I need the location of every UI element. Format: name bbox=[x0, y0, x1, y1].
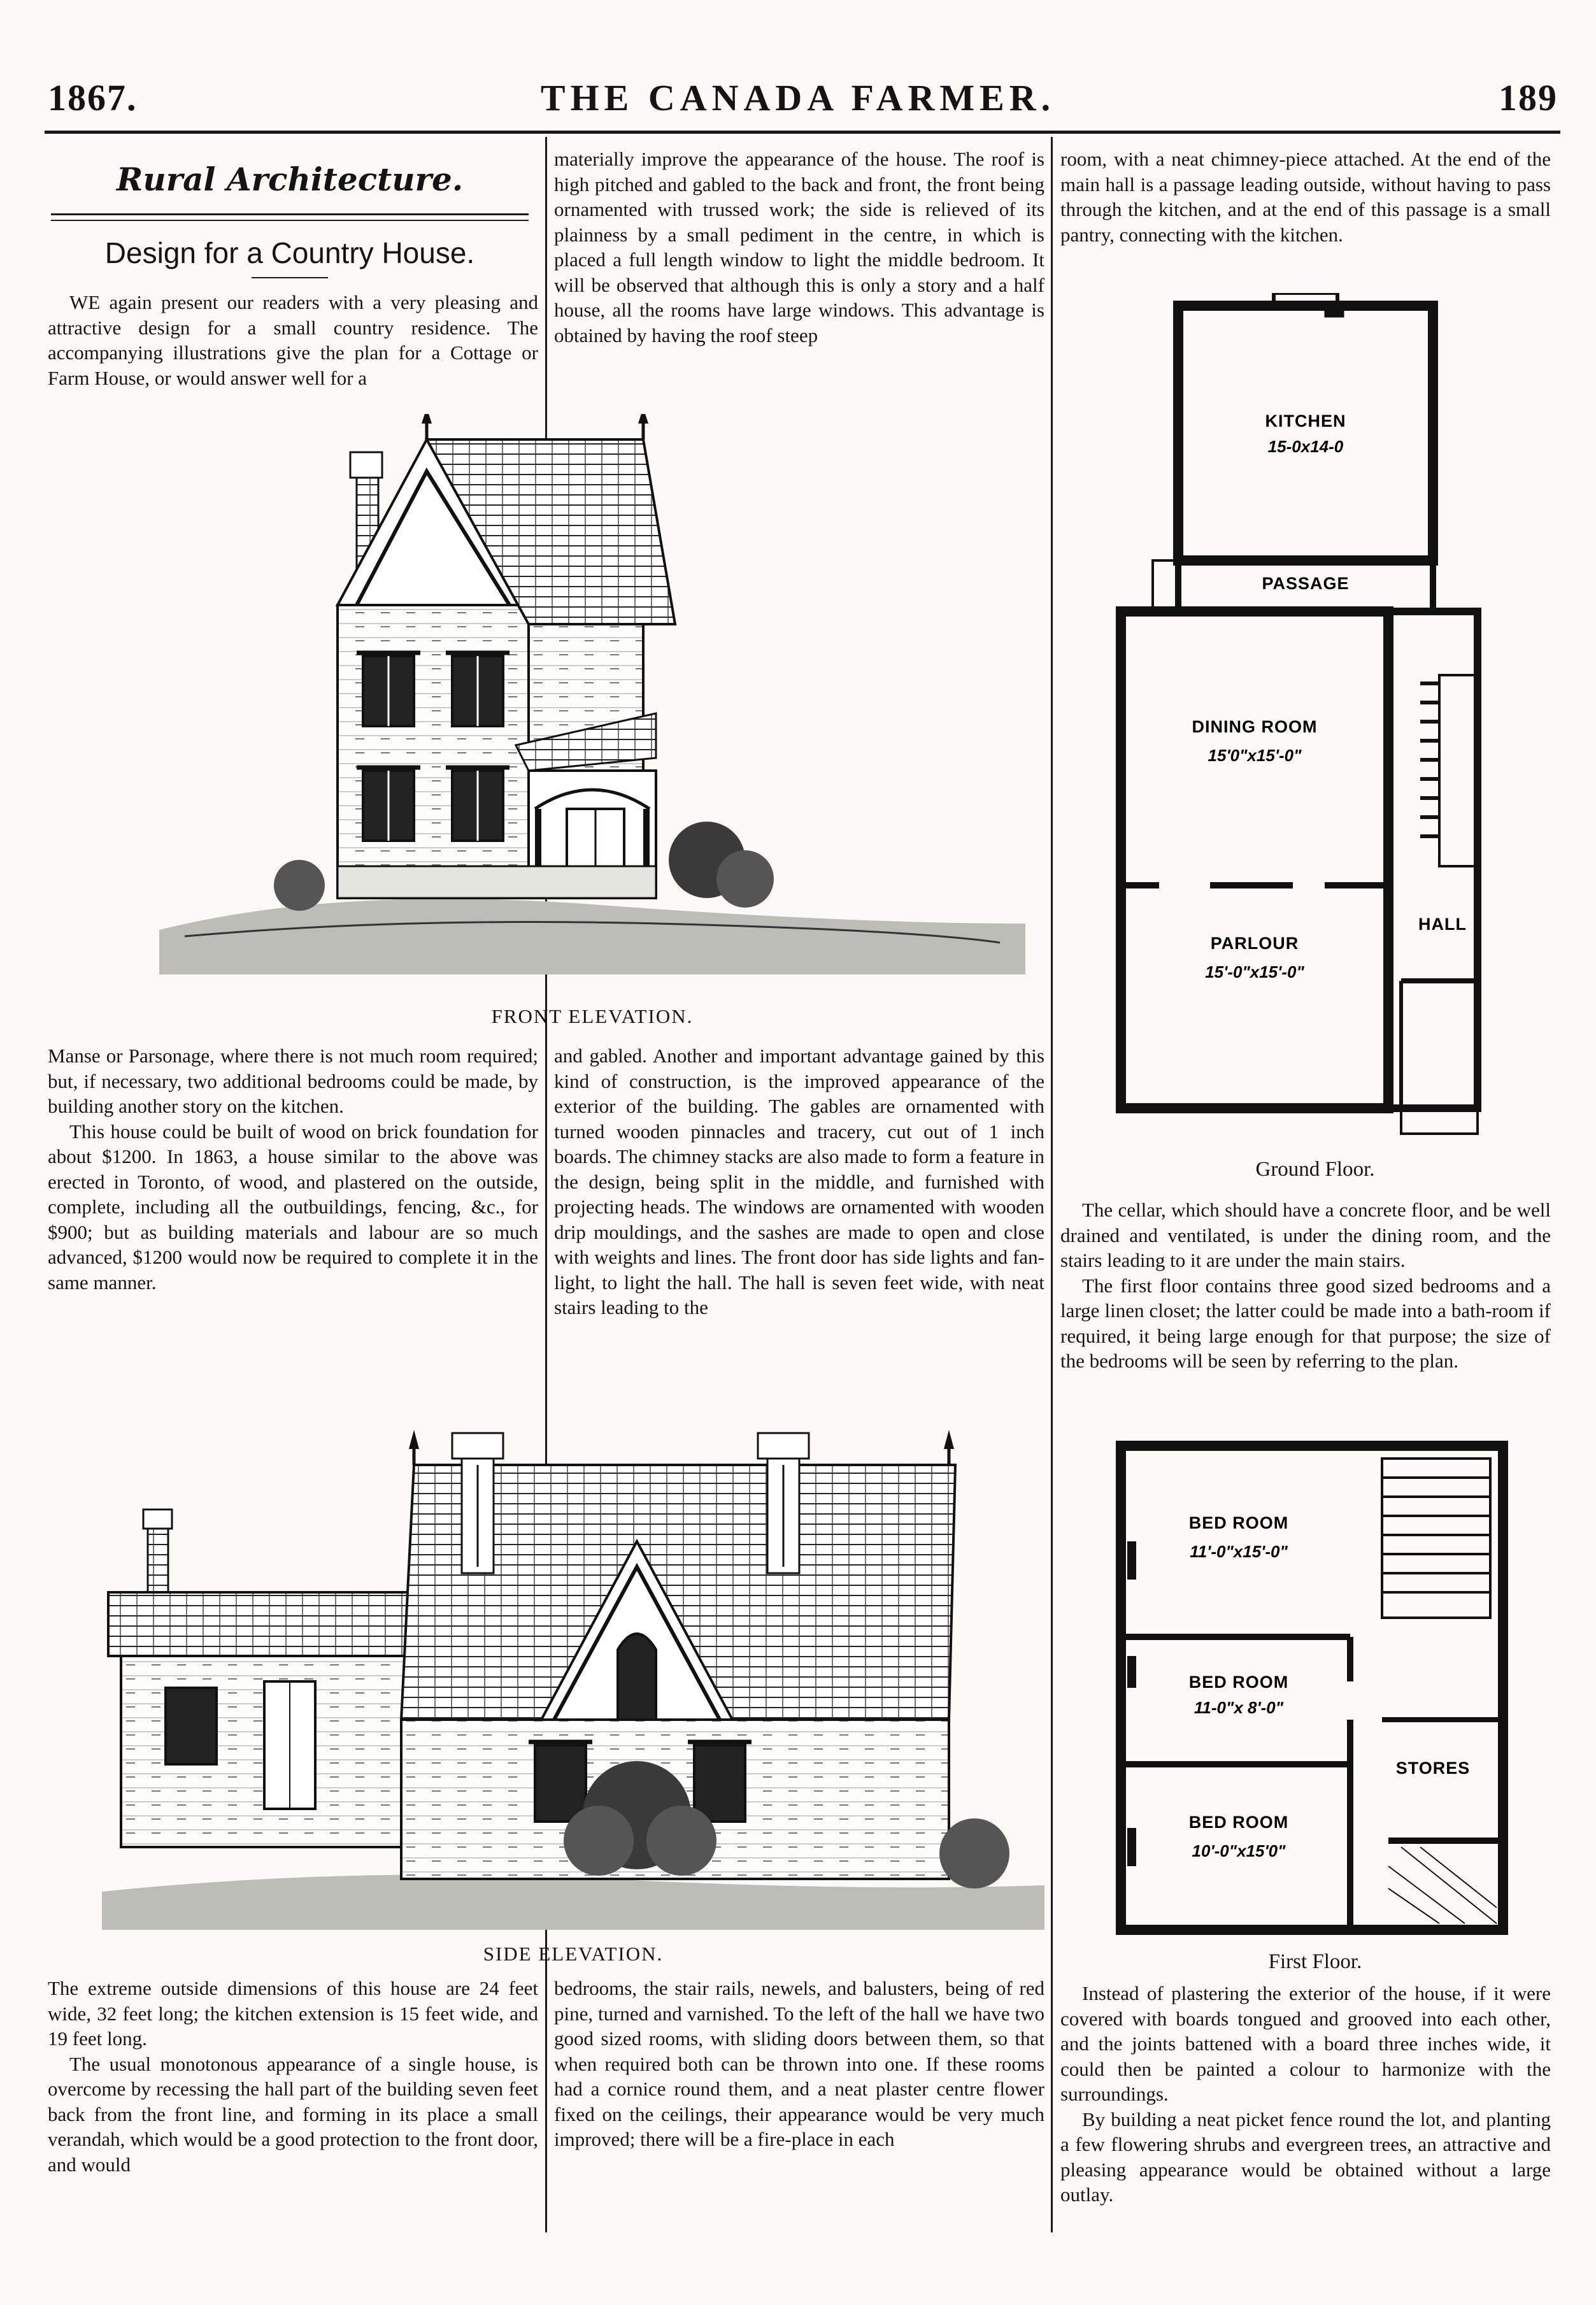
front-elevation-illustration bbox=[146, 414, 1038, 1000]
page-year: 1867. bbox=[48, 77, 138, 118]
col1-middle-para-2: This house could be built of wood on brick foundation for about $1200. In 1863, a house similar to the above was erected in Toronto, of wood, and plastered on the outside, complete, including all the outbuildings, fencing, &c., for $900; but as building materials and labour are so much advanced, $1200 would now be required to complete it in the same manner. bbox=[48, 1120, 538, 1294]
article-title: Design for a Country House. bbox=[104, 236, 475, 269]
plan-bed3-label: BED ROOM bbox=[1188, 1813, 1289, 1832]
col3-bottom-para-2: By building a neat picket fence round the lot, and planting a few flowering shrubs and evergreen trees, an attractive and pleasing appearance would be obtained without a large outlay. bbox=[1060, 2108, 1551, 2206]
title-rule bbox=[252, 277, 328, 278]
section-heading: Rural Architecture. bbox=[116, 161, 464, 198]
heading-rule-2 bbox=[51, 220, 529, 221]
first-floor-plan bbox=[1083, 1433, 1548, 1943]
col3-middle-para-2: The first floor contains three good sized bedrooms and a large linen closet; the latter could be made into a bath-room if required, it being large enough for that purpose; the size of the bedrooms will be seen by referring to the plan. bbox=[1060, 1274, 1551, 1372]
plan-bed2-label: BED ROOM bbox=[1188, 1673, 1289, 1692]
col1-middle bbox=[48, 1043, 538, 1362]
header-rule bbox=[45, 131, 1560, 134]
col1-intro-para: WE again present our readers with a very pleasing and attractive design for a small country residence. The accompanying illustrations give the plan for a Cottage or Farm House, or would answer well for a bbox=[48, 291, 538, 389]
col1-bottom-para-2: The usual monotonous appearance of a single house, is overcome by recessing the hall part of the building seven feet back from the front line, and forming in its place a small verandah, which would be a good protection to the front door, and would bbox=[48, 2052, 538, 2176]
col3-intro-para: room, with a neat chimney-piece attached. At the end of the main hall is a passage leading outside, without having to pass through the kitchen, and at the end of this passage is a small pantry, connecting with the kitchen. bbox=[1060, 148, 1551, 246]
plan-parlour-dim: 15'-0"x15'-0" bbox=[1205, 962, 1304, 981]
col3-middle-para-1: The cellar, which should have a concrete floor, and be well drained and ventilated, is under the dining room, and the stairs leading to it are under the main stairs. bbox=[1060, 1199, 1551, 1271]
front-elevation-caption: FRONT ELEVATION. bbox=[491, 1005, 694, 1027]
masthead-title: THE CANADA FARMER. bbox=[540, 77, 1056, 118]
side-elevation-illustration bbox=[96, 1382, 1051, 1943]
plan-bed3-dim: 10'-0"x15'0" bbox=[1192, 1841, 1286, 1860]
plan-kitchen-label: KITCHEN bbox=[1265, 411, 1346, 431]
plan-kitchen-dim: 15-0x14-0 bbox=[1267, 437, 1344, 456]
col1-bottom-para-1: The extreme outside dimensions of this house are 24 feet wide, 32 feet long; the kitchen extension is 15 feet wide, and 19 feet long. bbox=[48, 1977, 538, 2050]
col1-middle-para-1: Manse or Parsonage, where there is not much room required; but, if necessary, two additional bedrooms could be made, by building another story on the kitchen. bbox=[48, 1045, 538, 1117]
plan-stores-label: STORES bbox=[1395, 1759, 1471, 1778]
plan-bed2-dim: 11-0"x 8'-0" bbox=[1193, 1698, 1284, 1717]
page-number: 189 bbox=[1499, 77, 1558, 118]
plan-passage-label: PASSAGE bbox=[1262, 574, 1350, 593]
first-floor-caption: First Floor. bbox=[1268, 1950, 1362, 1973]
plan-hall-label: HALL bbox=[1418, 915, 1467, 934]
ground-floor-plan bbox=[1083, 293, 1548, 1153]
col1-intro bbox=[48, 290, 538, 398]
col2-middle bbox=[554, 1043, 1044, 1368]
plan-bed1-dim: 11'-0"x15'-0" bbox=[1190, 1542, 1288, 1561]
col2-intro bbox=[554, 146, 1044, 408]
plan-dining-dim: 15'0"x15'-0" bbox=[1208, 746, 1302, 765]
col1-bottom bbox=[48, 1976, 538, 2237]
ground-floor-caption: Ground Floor. bbox=[1255, 1158, 1375, 1181]
col3-bottom-para-1: Instead of plastering the exterior of the house, if it were covered with boards tongued and grooved into each other, and the joints battened with a board three inches wide, it could then be painted a colour to harmonize with the surroundings. bbox=[1060, 1982, 1551, 2105]
heading-rule-1 bbox=[51, 213, 529, 215]
side-elevation-caption: SIDE ELEVATION. bbox=[483, 1943, 664, 1965]
plan-parlour-label: PARLOUR bbox=[1210, 934, 1299, 953]
col3-bottom bbox=[1060, 1981, 1551, 2236]
col2-bottom bbox=[554, 1976, 1044, 2237]
col3-middle bbox=[1060, 1197, 1551, 1427]
plan-dining-label: DINING ROOM bbox=[1192, 717, 1318, 736]
col2-middle-para: and gabled. Another and important advantage gained by this kind of construction, is the improved appearance of the exterior of the building. The gables are ornamented with turned wooden pinnacles and tracery, cut out of 1 inch boards. The chimney stacks are also made to form a feature in the design, being split in the middle, and furnished with projecting heads. The windows are ornamented with wooden drip mouldings, and the sashes are made to open and close with weights and lines. The front door has side lights and fan-light, to light the hall. The hall is seven feet wide, with neat stairs leading to the bbox=[554, 1045, 1044, 1318]
col2-bottom-para: bedrooms, the stair rails, newels, and balusters, being of red pine, turned and varnished. To the left of the hall we have two good sized rooms, with sliding doors between them, so that when required both can be thrown into one. If these rooms had a cornice round them, and a neat plaster centre flower fixed on the ceilings, their appearance would be very much improved; there will be a fire-place in each bbox=[554, 1977, 1044, 2150]
col3-intro bbox=[1060, 146, 1551, 287]
column-divider-2 bbox=[1051, 137, 1053, 2232]
col2-intro-para: materially improve the appearance of the house. The roof is high pitched and gabled to the back and front, the front being ornamented with trussed work; the side is relieved of its plainness by a small pediment in the centre, in which is placed a full length window to light the middle bedroom. It will be observed that although this is only a story and a half house, all the rooms have large windows. This advantage is obtained by having the roof steep bbox=[554, 148, 1044, 346]
plan-bed1-label: BED ROOM bbox=[1188, 1513, 1289, 1532]
